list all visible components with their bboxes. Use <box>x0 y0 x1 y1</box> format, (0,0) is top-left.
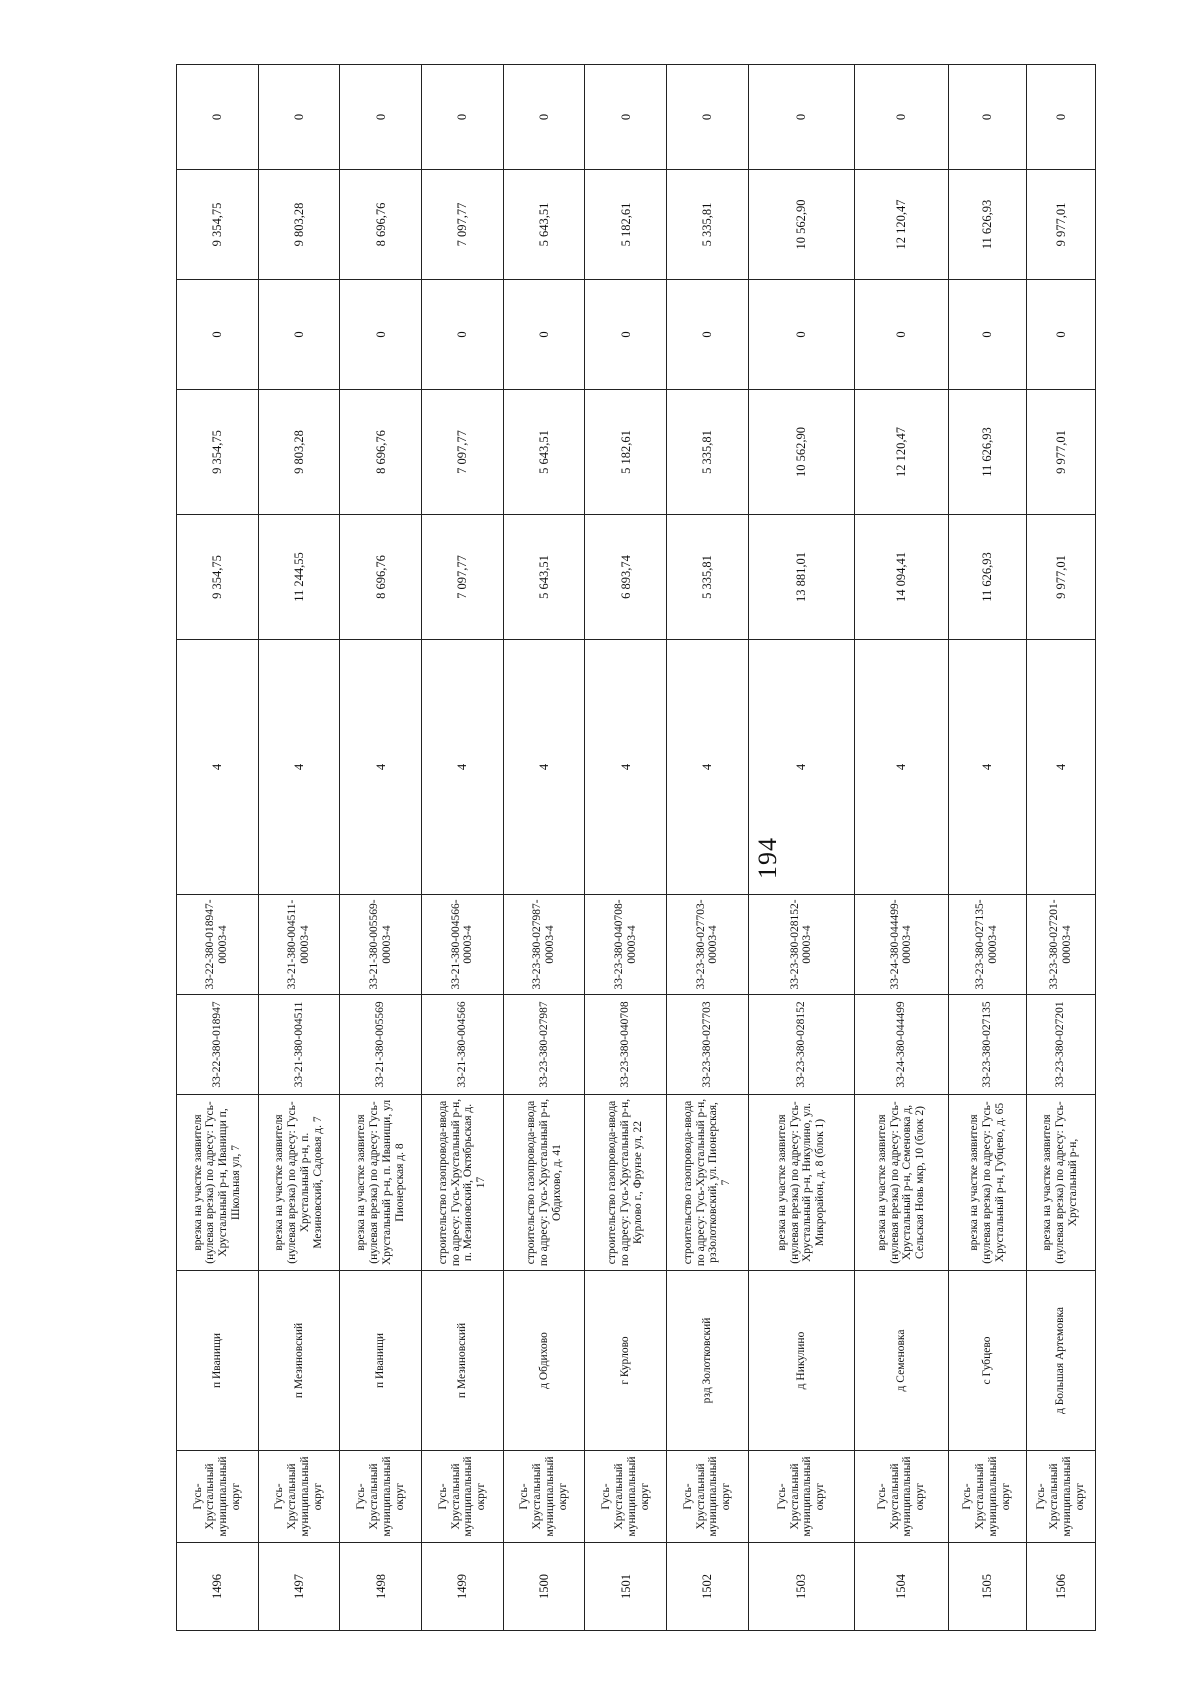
value-1-cell: 6 893,74 <box>585 515 667 640</box>
value-5-cell: 0 <box>422 65 504 170</box>
row-number-cell: 1502 <box>667 1543 749 1631</box>
code-cell: 33-23-380-027201 <box>1026 995 1095 1095</box>
settlement-cell: п Иванищи <box>340 1271 422 1451</box>
full-code-cell: 33-21-380-004566-00003-4 <box>422 895 504 995</box>
value-2-cell: 9 803,28 <box>258 390 340 515</box>
district-cell: Гусь-Хрустальный муниципальный округ <box>667 1451 749 1543</box>
settlement-cell: рзд Золотковский <box>667 1271 749 1451</box>
rotated-table-container <box>176 65 1096 1631</box>
settlement-cell: п Мезиновский <box>422 1271 504 1451</box>
value-3-cell: 0 <box>177 280 259 390</box>
table-body <box>177 65 1096 1631</box>
value-5-cell: 0 <box>503 65 585 170</box>
value-1-cell: 8 696,76 <box>340 515 422 640</box>
value-5-cell: 0 <box>585 65 667 170</box>
row-number-cell: 1498 <box>340 1543 422 1631</box>
group-cell: 4 <box>340 640 422 895</box>
value-1-cell: 5 643,51 <box>503 515 585 640</box>
description-cell: строительство газопровода-ввода по адресу: Гусь-Хрустальный р-н, п. Мезиновский, Октябрьская д. 17 <box>422 1095 504 1271</box>
value-4-cell: 5 182,61 <box>585 170 667 280</box>
district-cell: Гусь-Хрустальный муниципальный округ <box>503 1451 585 1543</box>
value-2-cell: 9 977,01 <box>1026 390 1095 515</box>
full-code-cell: 33-23-380-027987-00003-4 <box>503 895 585 995</box>
value-5-cell: 0 <box>667 65 749 170</box>
row-number-cell: 1500 <box>503 1543 585 1631</box>
full-code-cell: 33-23-380-040708-00003-4 <box>585 895 667 995</box>
full-code-cell: 33-23-380-027201-00003-4 <box>1026 895 1095 995</box>
row-number-cell: 1497 <box>258 1543 340 1631</box>
value-4-cell: 11 626,93 <box>948 170 1026 280</box>
row-number-cell: 1496 <box>177 1543 259 1631</box>
value-3-cell: 0 <box>503 280 585 390</box>
district-cell: Гусь-Хрустальный муниципальный округ <box>258 1451 340 1543</box>
group-cell: 4 <box>585 640 667 895</box>
settlement-cell: д Семеновка <box>855 1271 949 1451</box>
row-number-cell: 1504 <box>855 1543 949 1631</box>
description-cell: врезка на участке заявителя (нулевая врезка) по адресу: Гусь-Хрустальный р-н, п. Иванищи, ул Пионерская д. 8 <box>340 1095 422 1271</box>
value-2-cell: 12 120,47 <box>855 390 949 515</box>
value-4-cell: 10 562,90 <box>748 170 854 280</box>
code-cell: 33-21-380-004511 <box>258 995 340 1095</box>
value-3-cell: 0 <box>855 280 949 390</box>
full-code-cell: 33-23-380-028152-00003-4 <box>748 895 854 995</box>
row-number-cell: 1501 <box>585 1543 667 1631</box>
description-cell: врезка на участке заявителя (нулевая врезка) по адресу: Гусь-Хрустальный р-н, Никулино, ул. Микрорайон, д. 8 (блок 1) <box>748 1095 854 1271</box>
value-4-cell: 9 977,01 <box>1026 170 1095 280</box>
description-cell: строительство газопровода-ввода по адресу: Гусь-Хрустальный р-н, Обдихово, д. 41 <box>503 1095 585 1271</box>
district-cell: Гусь-Хрустальный муниципальный округ <box>177 1451 259 1543</box>
description-cell: врезка на участке заявителя (нулевая врезка) по адресу: Гусь-Хрустальный р-н, Губцево, д. 65 <box>948 1095 1026 1271</box>
value-5-cell: 0 <box>748 65 854 170</box>
group-cell: 4 <box>1026 640 1095 895</box>
value-3-cell: 0 <box>585 280 667 390</box>
table-row <box>340 65 422 1631</box>
table-row <box>422 65 504 1631</box>
table-row <box>1026 65 1095 1631</box>
code-cell: 33-23-380-028152 <box>748 995 854 1095</box>
settlement-cell: с Губцево <box>948 1271 1026 1451</box>
value-1-cell: 13 881,01 <box>748 515 854 640</box>
description-cell: врезка на участке заявителя (нулевая врезка) по адресу: Гусь-Хрустальный р-н, Иванищи п, Школьная ул, 7 <box>177 1095 259 1271</box>
settlement-cell: п Иванищи <box>177 1271 259 1451</box>
value-1-cell: 14 094,41 <box>855 515 949 640</box>
value-1-cell: 9 354,75 <box>177 515 259 640</box>
value-1-cell: 5 335,81 <box>667 515 749 640</box>
full-code-cell: 33-24-380-044499-00003-4 <box>855 895 949 995</box>
group-cell: 4 <box>422 640 504 895</box>
description-cell: врезка на участке заявителя (нулевая врезка) по адресу: Гусь-Хрустальный р-н, <box>1026 1095 1095 1271</box>
description-cell: врезка на участке заявителя (нулевая врезка) по адресу: Гусь-Хрустальный р-н, Семеновка д, Сельская Новь мкр, 10 (блок 2) <box>855 1095 949 1271</box>
group-cell: 4 <box>667 640 749 895</box>
group-cell: 4 <box>258 640 340 895</box>
value-4-cell: 9 354,75 <box>177 170 259 280</box>
code-cell: 33-21-380-004566 <box>422 995 504 1095</box>
value-2-cell: 7 097,77 <box>422 390 504 515</box>
value-2-cell: 11 626,93 <box>948 390 1026 515</box>
page-number: 194 <box>753 837 782 879</box>
value-2-cell: 9 354,75 <box>177 390 259 515</box>
description-cell: строительство газопровода-ввода по адресу: Гусь-Хрустальный р-н, Курлово г., Фрунзе ул, 22 <box>585 1095 667 1271</box>
table-row <box>258 65 340 1631</box>
district-cell: Гусь-Хрустальный муниципальный округ <box>422 1451 504 1543</box>
district-cell: Гусь-Хрустальный муниципальный округ <box>948 1451 1026 1543</box>
table-row <box>503 65 585 1631</box>
settlement-cell: д Большая Артемовка <box>1026 1271 1095 1451</box>
settlement-cell: г Курлово <box>585 1271 667 1451</box>
district-cell: Гусь-Хрустальный муниципальный округ <box>340 1451 422 1543</box>
row-number-cell: 1505 <box>948 1543 1026 1631</box>
value-2-cell: 5 643,51 <box>503 390 585 515</box>
value-5-cell: 0 <box>855 65 949 170</box>
value-4-cell: 8 696,76 <box>340 170 422 280</box>
row-number-cell: 1503 <box>748 1543 854 1631</box>
value-3-cell: 0 <box>748 280 854 390</box>
district-cell: Гусь-Хрустальный муниципальный округ <box>1026 1451 1095 1543</box>
value-1-cell: 9 977,01 <box>1026 515 1095 640</box>
value-5-cell: 0 <box>1026 65 1095 170</box>
group-cell: 4 <box>177 640 259 895</box>
table-row <box>177 65 259 1631</box>
value-5-cell: 0 <box>258 65 340 170</box>
code-cell: 33-22-380-018947 <box>177 995 259 1095</box>
settlement-cell: п Мезиновский <box>258 1271 340 1451</box>
value-4-cell: 5 335,81 <box>667 170 749 280</box>
value-2-cell: 5 335,81 <box>667 390 749 515</box>
value-5-cell: 0 <box>948 65 1026 170</box>
value-3-cell: 0 <box>258 280 340 390</box>
value-1-cell: 11 244,55 <box>258 515 340 640</box>
code-cell: 33-24-380-044499 <box>855 995 949 1095</box>
table-row <box>585 65 667 1631</box>
value-3-cell: 0 <box>1026 280 1095 390</box>
full-code-cell: 33-23-380-027703-00003-4 <box>667 895 749 995</box>
row-number-cell: 1499 <box>422 1543 504 1631</box>
row-number-cell: 1506 <box>1026 1543 1095 1631</box>
group-cell: 4 <box>948 640 1026 895</box>
value-1-cell: 7 097,77 <box>422 515 504 640</box>
code-cell: 33-23-380-040708 <box>585 995 667 1095</box>
value-3-cell: 0 <box>422 280 504 390</box>
code-cell: 33-23-380-027987 <box>503 995 585 1095</box>
data-table <box>176 64 1096 1631</box>
settlement-cell: д Никулино <box>748 1271 854 1451</box>
table-row <box>855 65 949 1631</box>
table-row <box>948 65 1026 1631</box>
value-5-cell: 0 <box>177 65 259 170</box>
full-code-cell: 33-21-380-004511-00003-4 <box>258 895 340 995</box>
description-cell: строительство газопровода-ввода по адресу: Гусь-Хрустальный р-н, рзЗолотковский, ул. Пионерская, 7 <box>667 1095 749 1271</box>
full-code-cell: 33-22-380-018947-00003-4 <box>177 895 259 995</box>
table-row <box>748 65 854 1631</box>
table-row <box>667 65 749 1631</box>
value-4-cell: 7 097,77 <box>422 170 504 280</box>
code-cell: 33-21-380-005569 <box>340 995 422 1095</box>
group-cell: 4 <box>855 640 949 895</box>
value-2-cell: 5 182,61 <box>585 390 667 515</box>
group-cell: 4 <box>748 640 854 895</box>
district-cell: Гусь-Хрустальный муниципальный округ <box>855 1451 949 1543</box>
value-3-cell: 0 <box>667 280 749 390</box>
full-code-cell: 33-23-380-027135-00003-4 <box>948 895 1026 995</box>
code-cell: 33-23-380-027703 <box>667 995 749 1095</box>
value-4-cell: 12 120,47 <box>855 170 949 280</box>
value-2-cell: 8 696,76 <box>340 390 422 515</box>
value-3-cell: 0 <box>948 280 1026 390</box>
value-5-cell: 0 <box>340 65 422 170</box>
value-1-cell: 11 626,93 <box>948 515 1026 640</box>
district-cell: Гусь-Хрустальный муниципальный округ <box>748 1451 854 1543</box>
description-cell: врезка на участке заявителя (нулевая врезка) по адресу: Гусь-Хрустальный р-н, п. Мезиновский, Садовая д. 7 <box>258 1095 340 1271</box>
value-4-cell: 9 803,28 <box>258 170 340 280</box>
value-3-cell: 0 <box>340 280 422 390</box>
full-code-cell: 33-21-380-005569-00003-4 <box>340 895 422 995</box>
group-cell: 4 <box>503 640 585 895</box>
value-4-cell: 5 643,51 <box>503 170 585 280</box>
value-2-cell: 10 562,90 <box>748 390 854 515</box>
code-cell: 33-23-380-027135 <box>948 995 1026 1095</box>
district-cell: Гусь-Хрустальный муниципальный округ <box>585 1451 667 1543</box>
settlement-cell: д Обдихово <box>503 1271 585 1451</box>
